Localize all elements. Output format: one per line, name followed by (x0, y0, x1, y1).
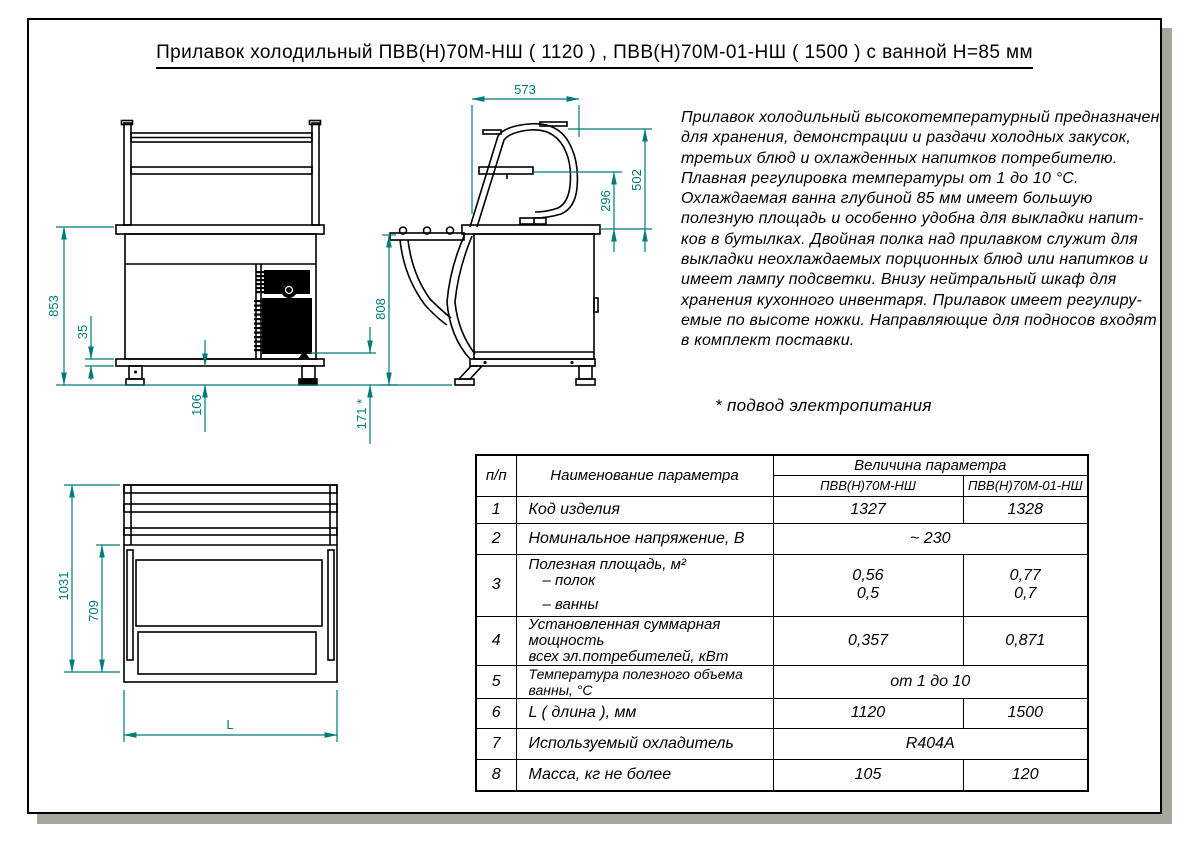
row-num: 8 (476, 759, 516, 791)
param-value-line: 0,77 (1009, 567, 1041, 584)
param-value-2: 1328 (963, 496, 1088, 523)
param-value-1: 1327 (773, 496, 963, 523)
parameters-table (475, 454, 1089, 792)
description-line: Прилавок холодильный высокотемпературный предназначен (681, 109, 1160, 126)
param-value-line: 0,56 (852, 567, 884, 584)
param-name: L ( длина ), мм (516, 698, 773, 728)
header-num: п/п (476, 455, 516, 496)
header-param-value: Величина параметра (773, 455, 1088, 475)
table-row (476, 665, 1088, 698)
dim-106: 106 (189, 394, 204, 416)
param-name: Масса, кг не более (516, 759, 773, 791)
dim-709: 709 (86, 600, 101, 622)
table-row (476, 616, 1088, 665)
param-name-line: Полезная площадь, м² (528, 556, 686, 573)
description-line: полезную площадь и особенно удобна для выкладки напит- (681, 210, 1144, 228)
description-line: третьих блюд и охлажденных напитков потребителю. (681, 149, 1118, 167)
dim-808: 808 (373, 298, 388, 320)
description-line: хранения кухонного инвентаря. Прилавок имеет регулиру- (681, 291, 1143, 309)
table-row (476, 728, 1088, 759)
param-name (516, 554, 773, 616)
param-name: Код изделия (516, 496, 773, 523)
header-model-2: ПВВ(Н)70М-01-НШ (963, 475, 1088, 496)
row-num: 6 (476, 698, 516, 728)
row-num: 2 (476, 523, 516, 554)
row-num: 3 (476, 554, 516, 616)
description-line: Охлаждаемая ванна глубиной 85 мм имеет большую (681, 190, 1093, 208)
param-name: Используемый охладитель (516, 728, 773, 759)
description-line: Плавная регулировка температуры от 1 до 10 °С. (681, 169, 1079, 187)
table-row (476, 698, 1088, 728)
description-line: ков в бутылках. Двойная полка над прилавком служит для (681, 230, 1138, 248)
description-line: емые по высоте ножки. Направляющие для подносов входят (681, 311, 1157, 329)
dim-35: 35 (75, 324, 90, 340)
param-value-2: 0,871 (963, 616, 1088, 665)
param-value-2: 1500 (963, 698, 1088, 728)
param-value-2 (963, 554, 1088, 616)
dim-L: L (226, 717, 234, 732)
table-row (476, 759, 1088, 791)
plan-view (124, 485, 337, 682)
dim-171: 171 * (354, 398, 369, 430)
row-num: 1 (476, 496, 516, 523)
param-value-1: 0,357 (773, 616, 963, 665)
page-title (29, 42, 1160, 69)
table-row (476, 554, 1088, 616)
row-num: 5 (476, 665, 516, 698)
param-value-line: 0,5 (856, 585, 880, 602)
param-value-shared: R404A (773, 728, 1088, 759)
dim-502: 502 (629, 169, 644, 191)
description-line: имеет лампу подсветки. Внизу нейтральный шкаф для (681, 271, 1117, 289)
dim-1031: 1031 (56, 571, 71, 601)
param-value-1: 105 (773, 759, 963, 791)
param-name-line: Установленная суммарная мощность (528, 616, 721, 649)
description-line: в комплект поставки. (681, 332, 855, 350)
table-row (476, 523, 1088, 554)
param-value-shared: ~ 230 (773, 523, 1088, 554)
param-name (516, 616, 773, 665)
dim-573: 573 (514, 82, 536, 97)
table-row (476, 496, 1088, 523)
description (681, 108, 1159, 352)
power-supply-note: * подвод электропитания (715, 396, 932, 415)
param-value-1 (773, 554, 963, 616)
param-value-2: 120 (963, 759, 1088, 791)
row-num: 7 (476, 728, 516, 759)
page-title-text: Прилавок холодильный ПВВ(Н)70М-НШ ( 1120 ) , ПВВ(Н)70М-01-НШ ( 1500 ) с ванной Н=85 мм (156, 42, 1033, 69)
sheet-frame (27, 18, 1162, 814)
row-num: 4 (476, 616, 516, 665)
header-param-name: Наименование параметра (516, 455, 773, 496)
param-name-line: всех эл.потребителей, кВт (528, 647, 729, 665)
param-value-shared: от 1 до 10 (773, 665, 1088, 698)
param-name: Температура полезного объема ванны, °С (516, 665, 773, 698)
param-value-line: 0,7 (1014, 585, 1037, 602)
header-model-1: ПВВ(Н)70М-НШ (773, 475, 963, 496)
side-view (390, 122, 600, 385)
description-line: для хранения, демонстрации и раздачи холодных закусок, (681, 129, 1131, 147)
table-header-row (476, 455, 1088, 475)
param-name-line: – полок (542, 572, 596, 589)
description-line: выкладки неохлаждаемых порционных блюд или напитков и (681, 251, 1149, 269)
param-value-1: 1120 (773, 698, 963, 728)
dim-853: 853 (46, 295, 61, 317)
dim-296: 296 (598, 190, 613, 212)
front-view-compressor-unit (254, 270, 312, 359)
param-name: Номинальное напряжение, В (516, 523, 773, 554)
param-name-line: – ванны (542, 596, 599, 613)
